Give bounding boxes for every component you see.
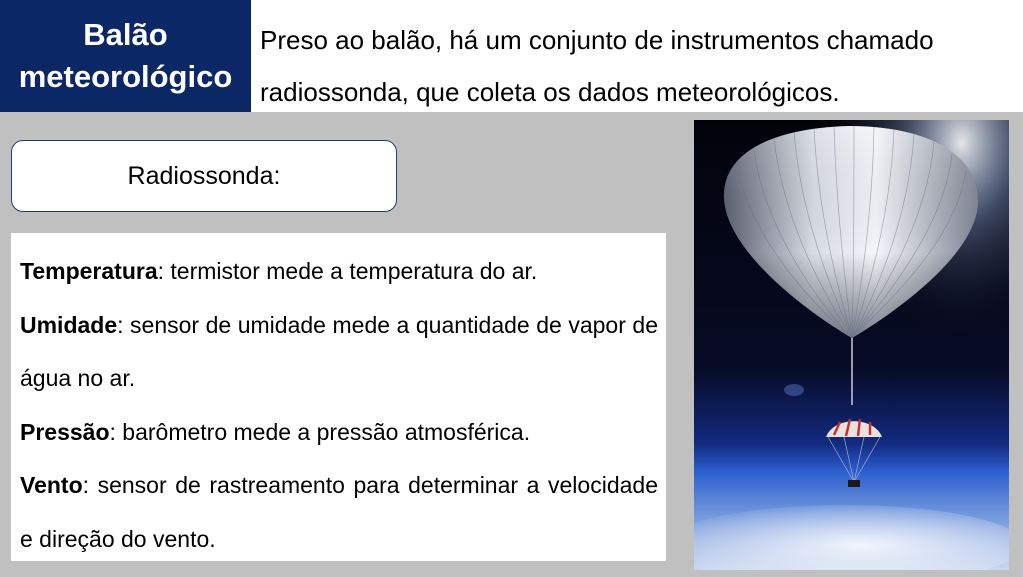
title-line-2: meteorológico <box>18 59 233 94</box>
item-text: : termistor mede a temperatura do ar. <box>157 258 538 284</box>
instrument-list <box>11 233 666 561</box>
item-term: Umidade <box>20 311 118 338</box>
item-text: : sensor de rastreamento para determinar a velocidade e direção do vento. <box>20 472 658 552</box>
intro-line-1: Preso ao balão, há um conjunto de instrumentos chamado <box>260 25 934 55</box>
item-term: Vento <box>20 472 83 498</box>
title-line-1: Balão <box>83 17 168 52</box>
item-umidade <box>20 299 658 406</box>
item-temperatura <box>20 245 658 299</box>
item-term: Temperatura <box>20 258 158 284</box>
item-vento <box>20 459 658 566</box>
balloon-photo <box>694 120 1009 570</box>
radiossonda-label: Radiossonda: <box>127 161 281 190</box>
radiosonde-payload-icon <box>848 480 860 487</box>
item-pressao <box>20 406 658 460</box>
item-text: : sensor de umidade mede a quantidade de vapor de água no ar. <box>20 311 658 391</box>
intro-line-2: radiossonda, que coleta os dados meteorológicos. <box>260 77 840 107</box>
title-box <box>0 0 251 112</box>
intro-text-box <box>251 0 1023 112</box>
item-text: : barômetro mede a pressão atmosférica. <box>109 418 531 445</box>
item-term: Pressão <box>20 418 110 445</box>
radiossonda-label-box <box>11 140 397 212</box>
